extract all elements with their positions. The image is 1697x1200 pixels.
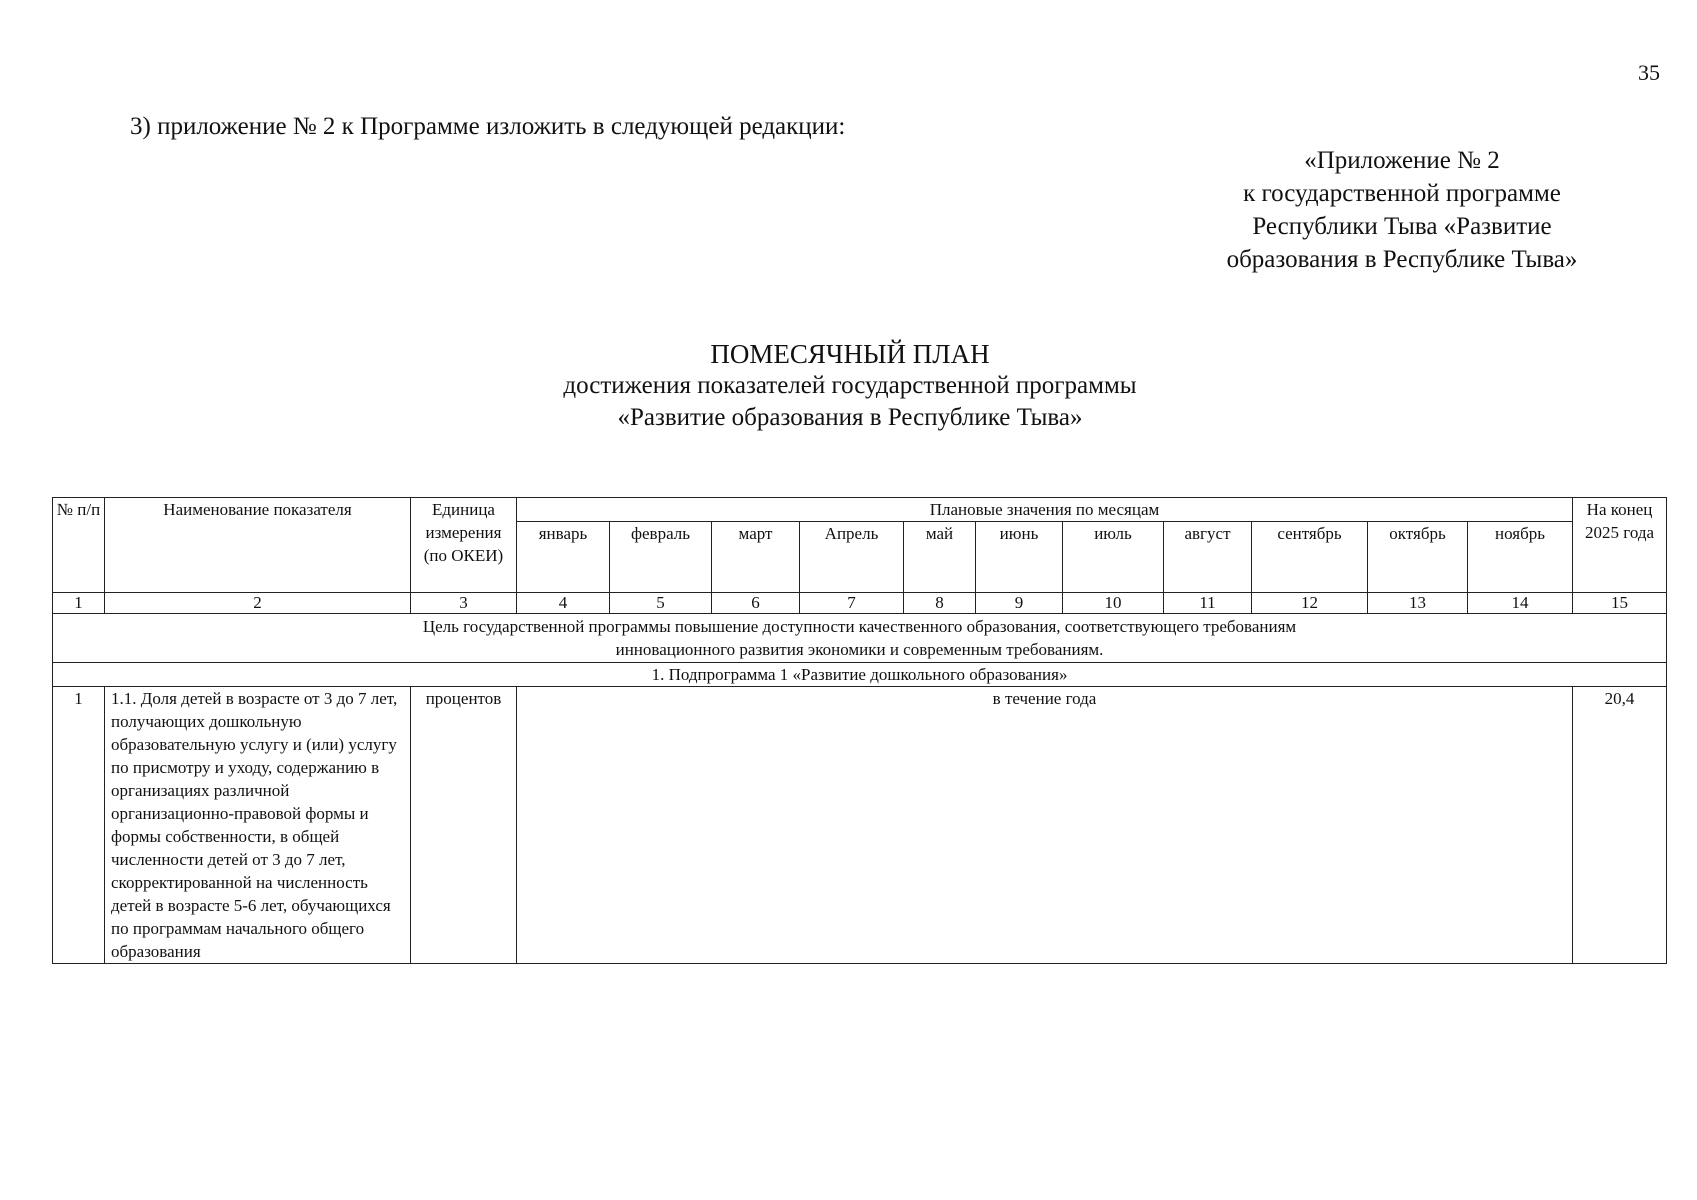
header-unit: Единица измерения (по ОКЕИ) <box>411 498 517 593</box>
row-num: 1 <box>53 687 105 964</box>
column-number: 5 <box>610 593 712 614</box>
month-header: январь <box>517 522 610 593</box>
plan-table <box>52 497 1667 964</box>
column-number: 4 <box>517 593 610 614</box>
table-row <box>53 687 1667 964</box>
column-number: 7 <box>800 593 904 614</box>
document-heading <box>480 338 1220 434</box>
column-number: 3 <box>411 593 517 614</box>
column-number: 14 <box>1468 593 1573 614</box>
column-number: 6 <box>712 593 800 614</box>
intro-text: 3) приложение № 2 к Программе изложить в следующей редакции: <box>130 113 846 140</box>
goal-row <box>53 614 1667 663</box>
heading-subtitle: достижения показателей государственной программы <box>563 372 1137 399</box>
column-number: 15 <box>1573 593 1667 614</box>
month-header: Апрель <box>800 522 904 593</box>
header-num: № п/п <box>53 498 105 593</box>
page-number: 35 <box>1638 60 1660 85</box>
subprogram-row <box>53 663 1667 687</box>
column-number: 8 <box>904 593 976 614</box>
header-name: Наименование показателя <box>105 498 411 593</box>
indicator-unit: процентов <box>411 687 517 964</box>
end-value: 20,4 <box>1573 687 1667 964</box>
column-number: 11 <box>1164 593 1252 614</box>
heading-title: ПОМЕСЯЧНЫЙ ПЛАН <box>710 339 990 369</box>
column-number: 12 <box>1252 593 1368 614</box>
month-header: август <box>1164 522 1252 593</box>
month-header: февраль <box>610 522 712 593</box>
month-header: сентябрь <box>1252 522 1368 593</box>
subprogram-title: 1. Подпрограмма 1 «Развитие дошкольного образования» <box>53 663 1667 687</box>
column-number: 2 <box>105 593 411 614</box>
heading-program-name: «Развитие образования в Республике Тыва» <box>617 404 1083 431</box>
column-number: 13 <box>1368 593 1468 614</box>
indicator-name: 1.1. Доля детей в возрасте от 3 до 7 лет, получающих дошкольную образовательную услугу и (или) услугу по присмотру и уходу, содержанию в организациях различной организационно-правовой формы и формы собственности, в общей численности детей от 3 до 7 лет, скорректированной на численность детей в возрасте 5-6 лет, обучающихся по программам начального общего образования <box>105 687 411 964</box>
header-end: На конец 2025 года <box>1573 498 1667 593</box>
column-number: 9 <box>976 593 1063 614</box>
appendix-note-line: образования в Республике Тыва» <box>1226 246 1578 273</box>
month-header: июнь <box>976 522 1063 593</box>
header-row <box>53 498 1667 522</box>
appendix-note <box>1192 144 1612 276</box>
month-header: октябрь <box>1368 522 1468 593</box>
month-header: март <box>712 522 800 593</box>
program-goal: Цель государственной программы повышение доступности качественного образования, соответствующего требованиям инновационного развития экономики и современным требованиям. <box>53 614 1667 663</box>
header-plan: Плановые значения по месяцам <box>517 498 1573 522</box>
column-number: 1 <box>53 593 105 614</box>
month-header: май <box>904 522 976 593</box>
appendix-note-line: Республики Тыва «Развитие <box>1252 213 1552 240</box>
column-number: 10 <box>1063 593 1164 614</box>
month-header: июль <box>1063 522 1164 593</box>
appendix-note-line: к государственной программе <box>1243 180 1561 207</box>
month-header: ноябрь <box>1468 522 1573 593</box>
appendix-note-line: «Приложение № 2 <box>1304 147 1500 174</box>
column-numbers-row <box>53 593 1667 614</box>
monthly-values: в течение года <box>517 687 1573 964</box>
